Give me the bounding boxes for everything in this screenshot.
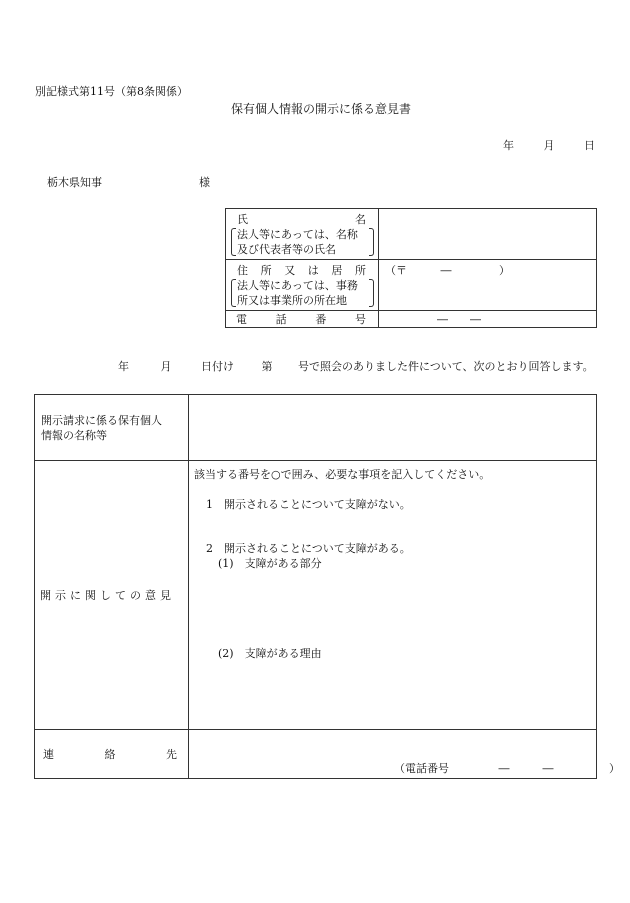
contact-label-0: 連 [43, 747, 54, 761]
name-note-1: 法人等にあっては、名称 [237, 228, 358, 241]
respondent-table [225, 208, 597, 328]
phone-label-2: 番 [315, 313, 327, 326]
opinion-label: 開示に関しての意見 [40, 589, 175, 602]
contact-label-1: 絡 [104, 747, 116, 761]
intro-dated: 日付け [201, 360, 234, 373]
name-label-1: 氏 [237, 213, 248, 226]
address-label-1: 所 [260, 264, 272, 277]
phone-label-1: 話 [275, 313, 287, 326]
date-line [503, 140, 595, 151]
phone-label-3: 号 [354, 313, 366, 326]
address-note-2: 所又は事業所の所在地 [237, 294, 347, 307]
name-label-cell [226, 209, 379, 260]
phone-label-cell [226, 311, 379, 328]
intro-line [118, 361, 594, 372]
date-day: 日 [584, 139, 595, 152]
date-month: 月 [543, 139, 555, 152]
address-label-4: 居 [331, 264, 343, 277]
contact-phone-open: （電話番号 [394, 762, 449, 775]
contact-phone-dashes: ― ― [498, 762, 554, 775]
postal-close: ） [499, 264, 510, 277]
info-name-input[interactable] [189, 395, 597, 461]
info-name-label-2: 情報の名称等 [41, 428, 107, 442]
intro-year: 年 [118, 360, 129, 373]
address-label-2: 又 [284, 264, 296, 277]
phone-label-0: 電 [236, 313, 247, 326]
addressee-suffix: 様 [199, 176, 210, 189]
contact-phone [394, 763, 620, 774]
intro-text: 号で照会のありました件について、次のとおり回答します。 [298, 360, 594, 373]
name-label-2: 名 [355, 213, 366, 226]
intro-month: 月 [160, 360, 172, 373]
address-label-5: 所 [354, 264, 366, 277]
form-number: 別記様式第11号（第8条関係） [35, 85, 188, 98]
addressee-name: 栃木県知事 [47, 176, 102, 189]
opinion-sub-1: (1) 支障がある部分 [218, 557, 322, 570]
contact-label-2: 先 [166, 747, 177, 761]
contact-input[interactable] [189, 730, 620, 779]
opinion-table [34, 394, 620, 779]
contact-phone-close: ） [609, 762, 620, 775]
contact-label-cell [35, 730, 189, 779]
address-label-0: 住 [237, 264, 248, 277]
opinion-sub-2: (2) 支障がある理由 [218, 647, 322, 660]
intro-number-prefix: 第 [261, 360, 273, 373]
address-note-1: 法人等にあっては、事務 [237, 279, 358, 292]
postal-open: （〒 [385, 264, 407, 277]
address-label-cell [226, 260, 379, 311]
postal-code [385, 263, 590, 278]
name-note-2: 及び代表者等の氏名 [237, 243, 336, 256]
opinion-label-cell [35, 461, 189, 730]
opinion-input[interactable] [189, 461, 597, 730]
date-year: 年 [503, 139, 514, 152]
address-input[interactable] [379, 260, 597, 311]
page-title: 保有個人情報の開示に係る意見書 [231, 102, 412, 116]
phone-input[interactable] [379, 311, 597, 328]
address-label-3: は [307, 264, 319, 277]
opinion-option-1[interactable]: 1 開示されることについて支障がない。 [206, 498, 411, 511]
info-name-label-1: 開示請求に係る保有個人 [41, 413, 162, 427]
opinion-option-2[interactable]: 2 開示されることについて支障がある。 [206, 542, 411, 555]
name-input[interactable] [379, 209, 597, 260]
opinion-instruction: 該当する番号を○で囲み、必要な事項を記入してください。 [194, 468, 491, 481]
postal-dash: ― [440, 264, 452, 277]
phone-dashes: ― ― [437, 313, 481, 326]
info-name-label-cell [35, 395, 189, 461]
